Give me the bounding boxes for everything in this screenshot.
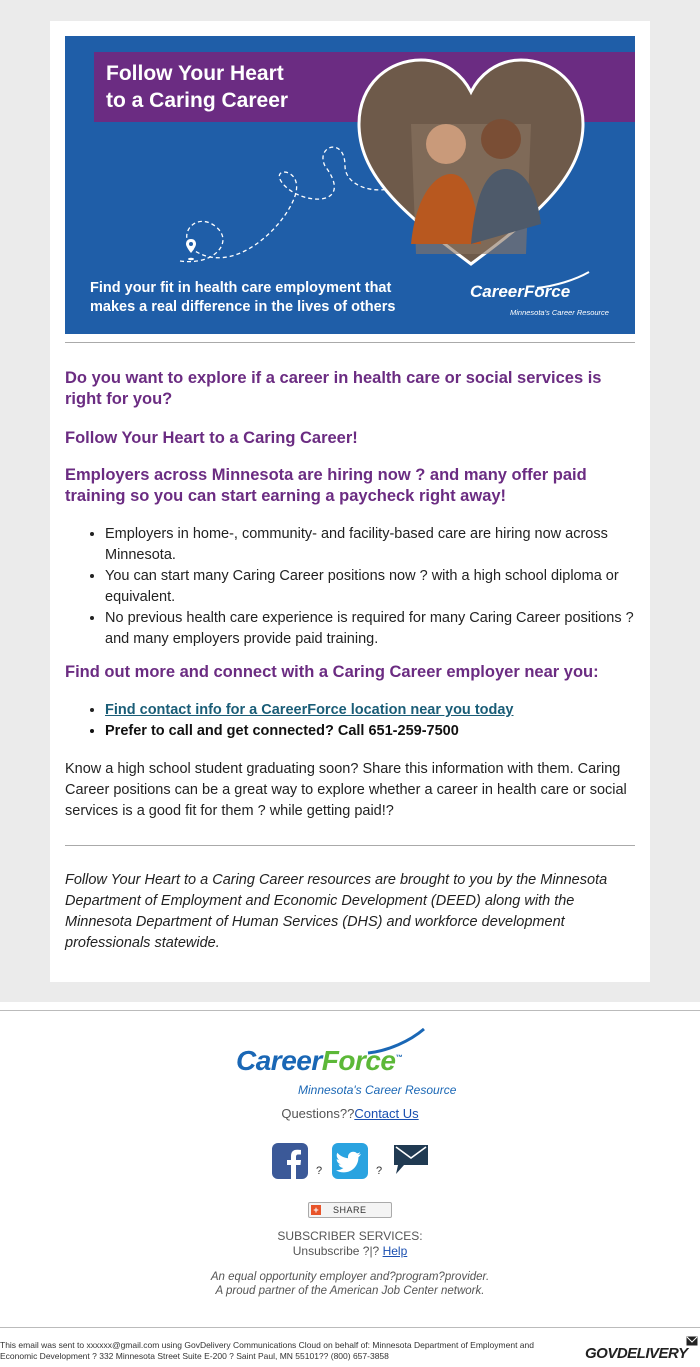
list-item [105,700,635,721]
heading-follow-heart: Follow Your Heart to a Caring Career! [65,429,358,447]
heading-find-out-more: Find out more and connect with a Caring Career employer near you: [65,663,599,681]
delivery-bar [0,1327,700,1367]
logo-force: Force [321,1045,396,1076]
separator: ? [376,1165,383,1177]
resources-note: Follow Your Heart to a Caring Career resources are brought to you by the Minnesota Department of Employment and Economic Development (DEED) along with the Minnesota Department of Human Services (DHS) and workforce development professionals statewide. [65,872,608,951]
list-item: • Employers in home-, community- and facility-based care are hiring now across Minnesota. [105,524,635,566]
contact-us-link[interactable]: Contact Us [354,1106,419,1121]
equal-opportunity-statement [0,1270,700,1298]
careerforce-tagline: Minnesota's Career Resource [298,1083,457,1097]
benefits-list [65,524,635,650]
facebook-icon[interactable] [272,1143,308,1179]
logo-trademark: ™ [395,1054,402,1062]
logo-career: Career [236,1045,322,1076]
unsubscribe-text: Unsubscribe ?|? [292,1244,380,1258]
list-item: • No previous health care experience is required for many Caring Career positions ? and many employers provide paid training. [105,608,635,650]
hero-subtitle [90,279,450,317]
help-link[interactable]: Help [382,1244,408,1258]
email-card [50,21,650,982]
careerforce-location-link[interactable]: Find contact info for a CareerForce location near you today [105,702,514,718]
plus-icon: + [311,1205,321,1215]
careerforce-logo[interactable] [236,1037,476,1103]
hero-banner [65,36,635,334]
eo-line1: An equal opportunity employer and?program?provider. [210,1271,490,1283]
unsubscribe-line [0,1244,700,1259]
hero-subtitle-line1: Find your fit in health care employment that [90,280,392,296]
social-links [272,1141,432,1185]
questions-line [0,1106,700,1121]
hero-subtitle-line2: makes a real difference in the lives of others [90,299,396,315]
footer [0,1010,700,1367]
envelope-icon [686,1336,698,1346]
share-label: SHARE [333,1205,367,1215]
heading-explore: Do you want to explore if a career in health care or social services is right for you? [65,369,602,408]
share-paragraph: Know a high school student graduating soon? Share this information with them. Caring Career positions can be a great way to explore whether a career in health care or social services is a good fit for them ? while getting paid!? [65,761,627,819]
divider [65,845,635,846]
questions-label: Questions?? [281,1106,355,1121]
email-icon[interactable] [392,1141,430,1177]
subscriber-label: SUBSCRIBER SERVICES: [277,1229,423,1243]
heading-employers-hiring: Employers across Minnesota are hiring now ? and many offer paid training so you can start earning a paycheck right away! [65,466,587,505]
eo-line2: A proud partner of the American Job Center network. [215,1285,485,1297]
heart-photo [351,54,591,268]
contact-list [65,700,635,742]
list-item: • Prefer to call and get connected? Call 651-259-7500 [105,721,635,742]
hero-title [106,60,346,114]
twitter-icon[interactable] [332,1143,368,1179]
hero-title-line1: Follow Your Heart [106,62,284,85]
careerforce-wordmark [236,1045,402,1077]
list-item: • You can start many Caring Career positions now ? with a high school diploma or equivalent. [105,566,635,608]
location-pin-icon [185,238,197,262]
subscriber-services [0,1229,700,1259]
govdelivery-logo[interactable]: GOVDELIVERY [585,1345,688,1362]
share-button[interactable] [308,1202,392,1218]
hero-logo-tagline: Minnesota's Career Resource [510,308,609,317]
hero-logo: CareerForce [470,282,571,301]
sent-notice: This email was sent to xxxxxx@gmail.com using GovDelivery Communications Cloud on behalf of: Minnesota Department of Employment and Economic Development ? 332 Minnesota Street Suite E-200 ? Saint Paul, MN 55101?? (800) 657-3858 [0,1340,534,1361]
separator: ? [316,1165,323,1177]
hero-title-line2: to a Caring Career [106,89,289,112]
